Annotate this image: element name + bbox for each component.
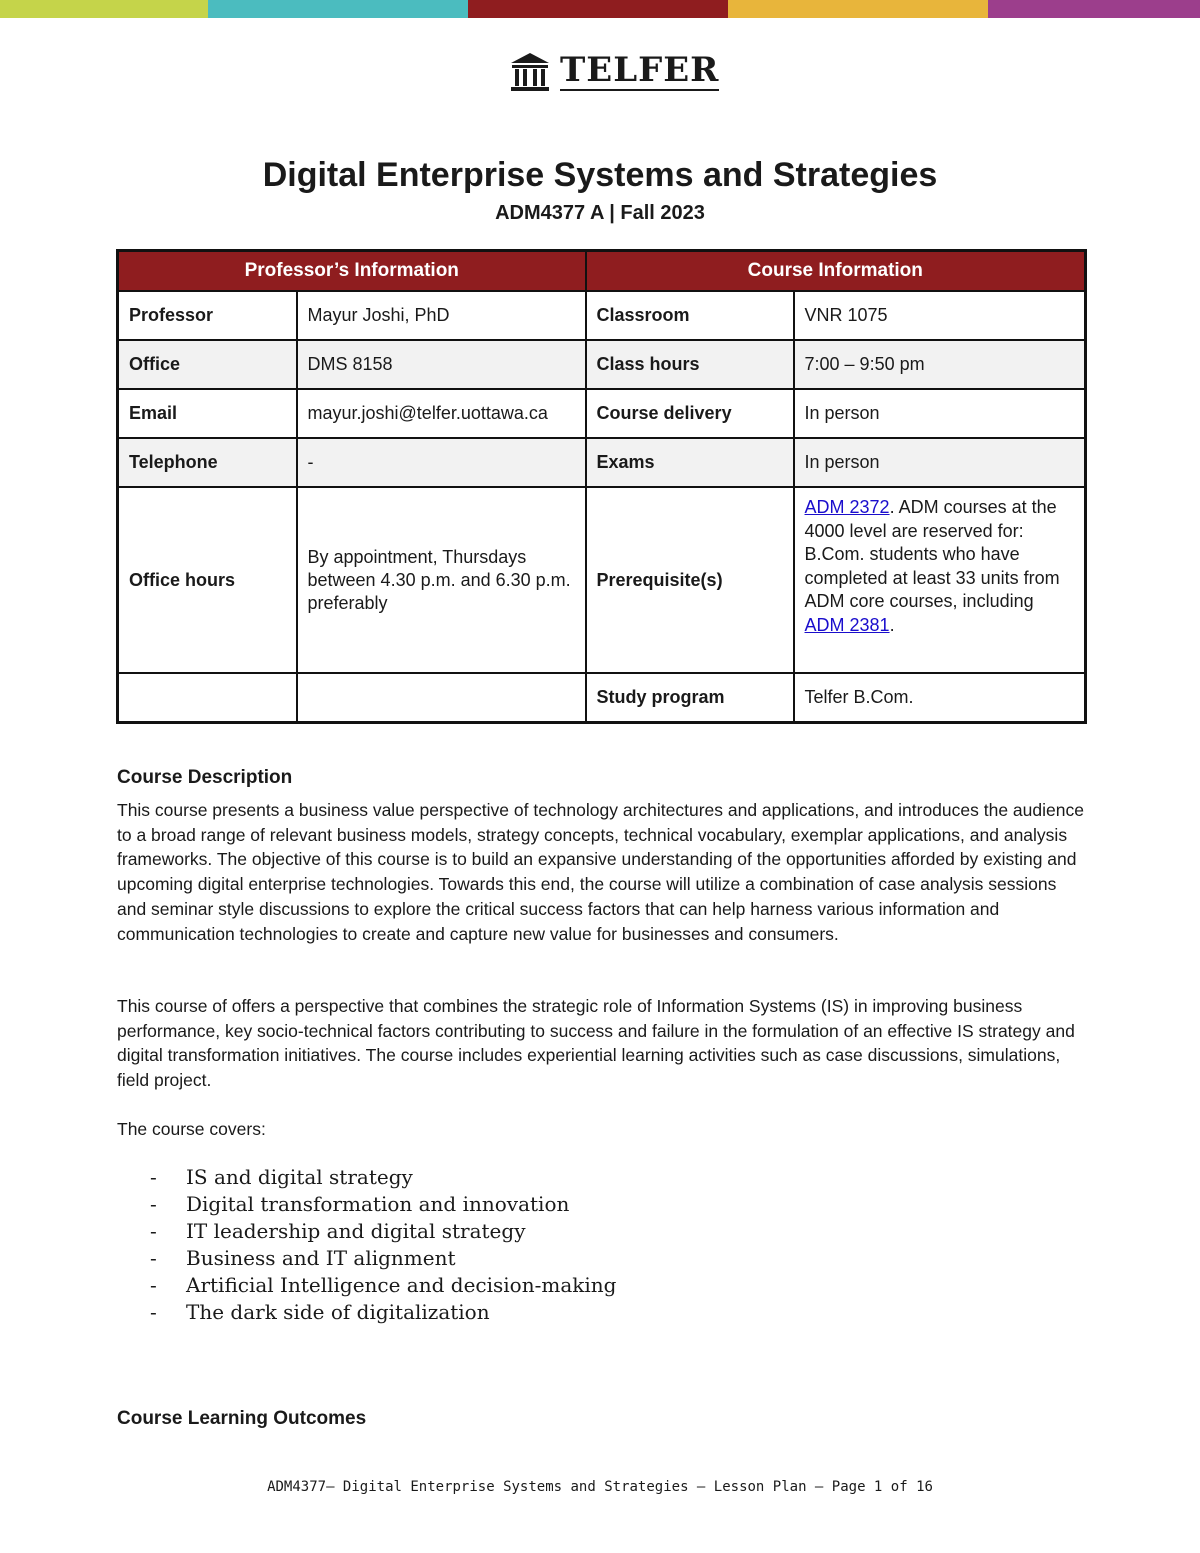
- color-bar-green: [0, 0, 208, 18]
- row-value: Telfer B.Com.: [794, 673, 1086, 723]
- row-value: 7:00 – 9:50 pm: [794, 340, 1086, 389]
- row-label: Professor: [118, 291, 297, 340]
- row-label: Classroom: [586, 291, 794, 340]
- row-value: In person: [794, 389, 1086, 438]
- row-label: Telephone: [118, 438, 297, 487]
- logo-text: TELFER: [560, 50, 720, 90]
- list-item: - IT leadership and digital strategy: [150, 1219, 526, 1243]
- row-label: Office: [118, 340, 297, 389]
- row-value: DMS 8158: [297, 340, 586, 389]
- building-icon: [508, 50, 552, 94]
- table-row: [118, 673, 1086, 723]
- table-row: [118, 291, 1086, 340]
- page-footer: ADM4377– Digital Enterprise Systems and Strategies – Lesson Plan – Page 1 of 16: [267, 1479, 933, 1495]
- row-label: Office hours: [118, 487, 297, 673]
- list-item: - Business and IT alignment: [150, 1246, 456, 1270]
- course-info-table: [116, 249, 1087, 724]
- color-bar-purple: [988, 0, 1200, 18]
- course-description-paragraph: This course presents a business value perspective of technology architectures and applications, and introduces the audience to a broad range of relevant business models, strategy concepts, technical vocabulary, exemplar applications, and analysis frameworks. The objective of this course is to build an expansive understanding of the opportunities afforded by existing and upcoming digital enterprise technologies. Towards this end, the course will utilize a combination of case analysis sessions and seminar style discussions to explore the critical success factors that can help harness various information and communication technologies to create and capture new value for businesses and consumers.: [117, 800, 1084, 944]
- table-row: [118, 389, 1086, 438]
- course-info-header: Course Information: [586, 251, 1086, 292]
- color-bar-red: [468, 0, 728, 18]
- row-value: -: [297, 438, 586, 487]
- course-covers-list: [150, 1164, 616, 1326]
- list-item: - The dark side of digitalization: [150, 1300, 490, 1324]
- prerequisites-end: .: [889, 614, 895, 635]
- list-item: - IS and digital strategy: [150, 1165, 413, 1189]
- row-value: In person: [794, 438, 1086, 487]
- row-label: Class hours: [586, 340, 794, 389]
- learning-outcomes-heading: Course Learning Outcomes: [117, 1408, 367, 1429]
- table-row: [118, 340, 1086, 389]
- page-title: Digital Enterprise Systems and Strategies: [262, 156, 938, 194]
- row-value: [297, 673, 586, 723]
- course-covers-intro: The course covers:: [117, 1119, 266, 1139]
- email-value: mayur.joshi@telfer.uottawa.ca: [297, 389, 586, 438]
- list-item: - Digital transformation and innovation: [150, 1192, 570, 1216]
- row-label: [118, 673, 297, 723]
- row-value: VNR 1075: [794, 291, 1086, 340]
- table-row: [118, 438, 1086, 487]
- row-label: Course delivery: [586, 389, 794, 438]
- professor-info-header: Professor’s Information: [118, 251, 586, 292]
- color-bar-teal: [208, 0, 468, 18]
- row-label: Email: [118, 389, 297, 438]
- course-perspective-paragraph: This course of offers a perspective that combines the strategic role of Information Systems (IS) in improving business performance, key socio-technical factors contributing to success and failure in the formulation of an effective IS strategy and digital transformation initiatives. The course includes experiential learning activities such as case discussions, simulations, field project.: [117, 996, 1075, 1091]
- telfer-logo: [508, 50, 719, 94]
- row-value: Mayur Joshi, PhD: [297, 291, 586, 340]
- office-hours-value: By appointment, Thursdays between 4.30 p.m. and 6.30 p.m. preferably: [297, 487, 586, 673]
- adm-2372-link[interactable]: ADM 2372: [804, 497, 890, 517]
- row-label: Exams: [586, 438, 794, 487]
- row-label: Study program: [586, 673, 794, 723]
- adm-2381-link[interactable]: ADM 2381: [804, 614, 890, 635]
- prerequisites-value: [794, 487, 1086, 673]
- color-bar: [0, 0, 1200, 18]
- table-row: [118, 487, 1086, 673]
- course-code: ADM4377 A | Fall 2023: [495, 202, 705, 224]
- list-item: - Artificial Intelligence and decision-making: [150, 1273, 617, 1297]
- color-bar-yellow: [728, 0, 988, 18]
- course-description-heading: Course Description: [117, 767, 293, 788]
- prerequisites-text: . ADM courses at the 4000 level are reserved for: B.Com. students who have completed at least 33 units from ADM core courses, including: [804, 497, 1060, 611]
- row-label: Prerequisite(s): [586, 487, 794, 673]
